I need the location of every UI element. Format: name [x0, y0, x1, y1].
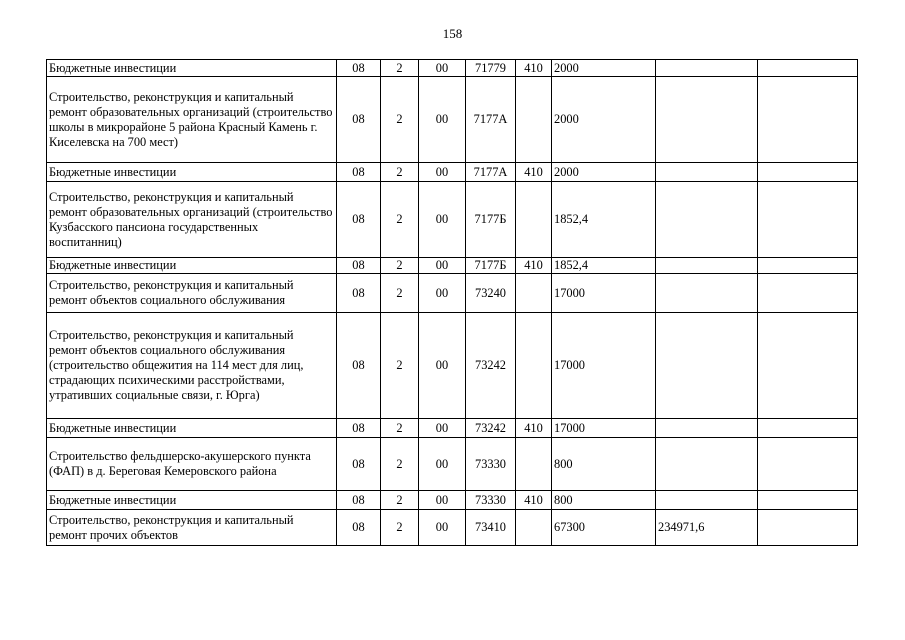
- section-code: 08: [337, 438, 381, 491]
- row-name: Бюджетные инвестиции: [47, 163, 337, 182]
- target-code: 73242: [466, 313, 516, 419]
- table-row: [47, 77, 858, 163]
- amount: 17000: [552, 313, 656, 419]
- amount-3: [758, 419, 858, 438]
- expense-type-code: [516, 510, 552, 546]
- row-name: Строительство, реконструкция и капитальный ремонт объектов социального обслуживания: [47, 274, 337, 313]
- subsection-code: 2: [381, 510, 419, 546]
- expense-type-code: [516, 313, 552, 419]
- program-code: 00: [419, 438, 466, 491]
- page-number: 158: [442, 26, 463, 41]
- amount-2: [656, 163, 758, 182]
- row-name: Бюджетные инвестиции: [47, 258, 337, 274]
- table-row: [47, 258, 858, 274]
- section-code: 08: [337, 60, 381, 77]
- amount-2: [656, 182, 758, 258]
- table-row: [47, 313, 858, 419]
- expense-type-code: [516, 77, 552, 163]
- subsection-code: 2: [381, 491, 419, 510]
- program-code: 00: [419, 491, 466, 510]
- row-name: Строительство фельдшерско-акушерского пункта (ФАП) в д. Береговая Кемеровского района: [47, 438, 337, 491]
- target-code: 7177Б: [466, 182, 516, 258]
- table-row: [47, 438, 858, 491]
- table-row: [47, 163, 858, 182]
- amount-2: 234971,6: [656, 510, 758, 546]
- target-code: 7177А: [466, 163, 516, 182]
- program-code: 00: [419, 313, 466, 419]
- amount: 67300: [552, 510, 656, 546]
- subsection-code: 2: [381, 313, 419, 419]
- row-name: Строительство, реконструкция и капитальный ремонт образовательных организаций (строительство Кузбасского пансиона государственных воспитанниц): [47, 182, 337, 258]
- amount: 2000: [552, 163, 656, 182]
- section-code: 08: [337, 274, 381, 313]
- amount-3: [758, 510, 858, 546]
- expense-type-code: [516, 182, 552, 258]
- amount-3: [758, 182, 858, 258]
- amount-3: [758, 163, 858, 182]
- section-code: 08: [337, 510, 381, 546]
- table-row: [47, 419, 858, 438]
- subsection-code: 2: [381, 163, 419, 182]
- row-name: Строительство, реконструкция и капитальный ремонт образовательных организаций (строительство школы в микрорайоне 5 района Красный Камень г. Киселевска на 700 мест): [47, 77, 337, 163]
- amount-2: [656, 274, 758, 313]
- section-code: 08: [337, 419, 381, 438]
- subsection-code: 2: [381, 60, 419, 77]
- amount-3: [758, 258, 858, 274]
- table-row: [47, 491, 858, 510]
- amount: 17000: [552, 274, 656, 313]
- target-code: 73330: [466, 491, 516, 510]
- amount: 2000: [552, 77, 656, 163]
- section-code: 08: [337, 77, 381, 163]
- expense-type-code: [516, 274, 552, 313]
- program-code: 00: [419, 510, 466, 546]
- table-row: [47, 274, 858, 313]
- section-code: 08: [337, 163, 381, 182]
- amount-2: [656, 258, 758, 274]
- program-code: 00: [419, 182, 466, 258]
- row-name: Строительство, реконструкция и капитальный ремонт объектов социального обслуживания (строительство общежития на 114 мест для лиц, страдающих психическими расстройствами, утративших социальные связи, г. Юрга): [47, 313, 337, 419]
- amount-2: [656, 419, 758, 438]
- program-code: 00: [419, 77, 466, 163]
- row-name: Строительство, реконструкция и капитальный ремонт прочих объектов: [47, 510, 337, 546]
- target-code: 7177А: [466, 77, 516, 163]
- amount-2: [656, 60, 758, 77]
- amount-3: [758, 313, 858, 419]
- row-name: Бюджетные инвестиции: [47, 491, 337, 510]
- target-code: 71779: [466, 60, 516, 77]
- table-row: [47, 60, 858, 77]
- table-row: [47, 510, 858, 546]
- amount: 1852,4: [552, 258, 656, 274]
- amount-3: [758, 438, 858, 491]
- program-code: 00: [419, 274, 466, 313]
- target-code: 73330: [466, 438, 516, 491]
- amount: 2000: [552, 60, 656, 77]
- amount: 800: [552, 491, 656, 510]
- amount-3: [758, 77, 858, 163]
- expense-type-code: 410: [516, 258, 552, 274]
- section-code: 08: [337, 313, 381, 419]
- amount-2: [656, 77, 758, 163]
- section-code: 08: [337, 182, 381, 258]
- amount-2: [656, 313, 758, 419]
- subsection-code: 2: [381, 274, 419, 313]
- expense-type-code: 410: [516, 60, 552, 77]
- subsection-code: 2: [381, 258, 419, 274]
- program-code: 00: [419, 258, 466, 274]
- target-code: 7177Б: [466, 258, 516, 274]
- amount-3: [758, 60, 858, 77]
- expense-type-code: 410: [516, 163, 552, 182]
- subsection-code: 2: [381, 77, 419, 163]
- amount-2: [656, 438, 758, 491]
- section-code: 08: [337, 258, 381, 274]
- target-code: 73410: [466, 510, 516, 546]
- subsection-code: 2: [381, 182, 419, 258]
- amount: 800: [552, 438, 656, 491]
- program-code: 00: [419, 163, 466, 182]
- expense-type-code: [516, 438, 552, 491]
- expense-type-code: 410: [516, 419, 552, 438]
- amount-2: [656, 491, 758, 510]
- target-code: 73242: [466, 419, 516, 438]
- subsection-code: 2: [381, 419, 419, 438]
- budget-table: [46, 59, 858, 546]
- row-name: Бюджетные инвестиции: [47, 419, 337, 438]
- amount: 1852,4: [552, 182, 656, 258]
- amount-3: [758, 491, 858, 510]
- program-code: 00: [419, 60, 466, 77]
- amount: 17000: [552, 419, 656, 438]
- row-name: Бюджетные инвестиции: [47, 60, 337, 77]
- expense-type-code: 410: [516, 491, 552, 510]
- target-code: 73240: [466, 274, 516, 313]
- program-code: 00: [419, 419, 466, 438]
- section-code: 08: [337, 491, 381, 510]
- subsection-code: 2: [381, 438, 419, 491]
- amount-3: [758, 274, 858, 313]
- table-row: [47, 182, 858, 258]
